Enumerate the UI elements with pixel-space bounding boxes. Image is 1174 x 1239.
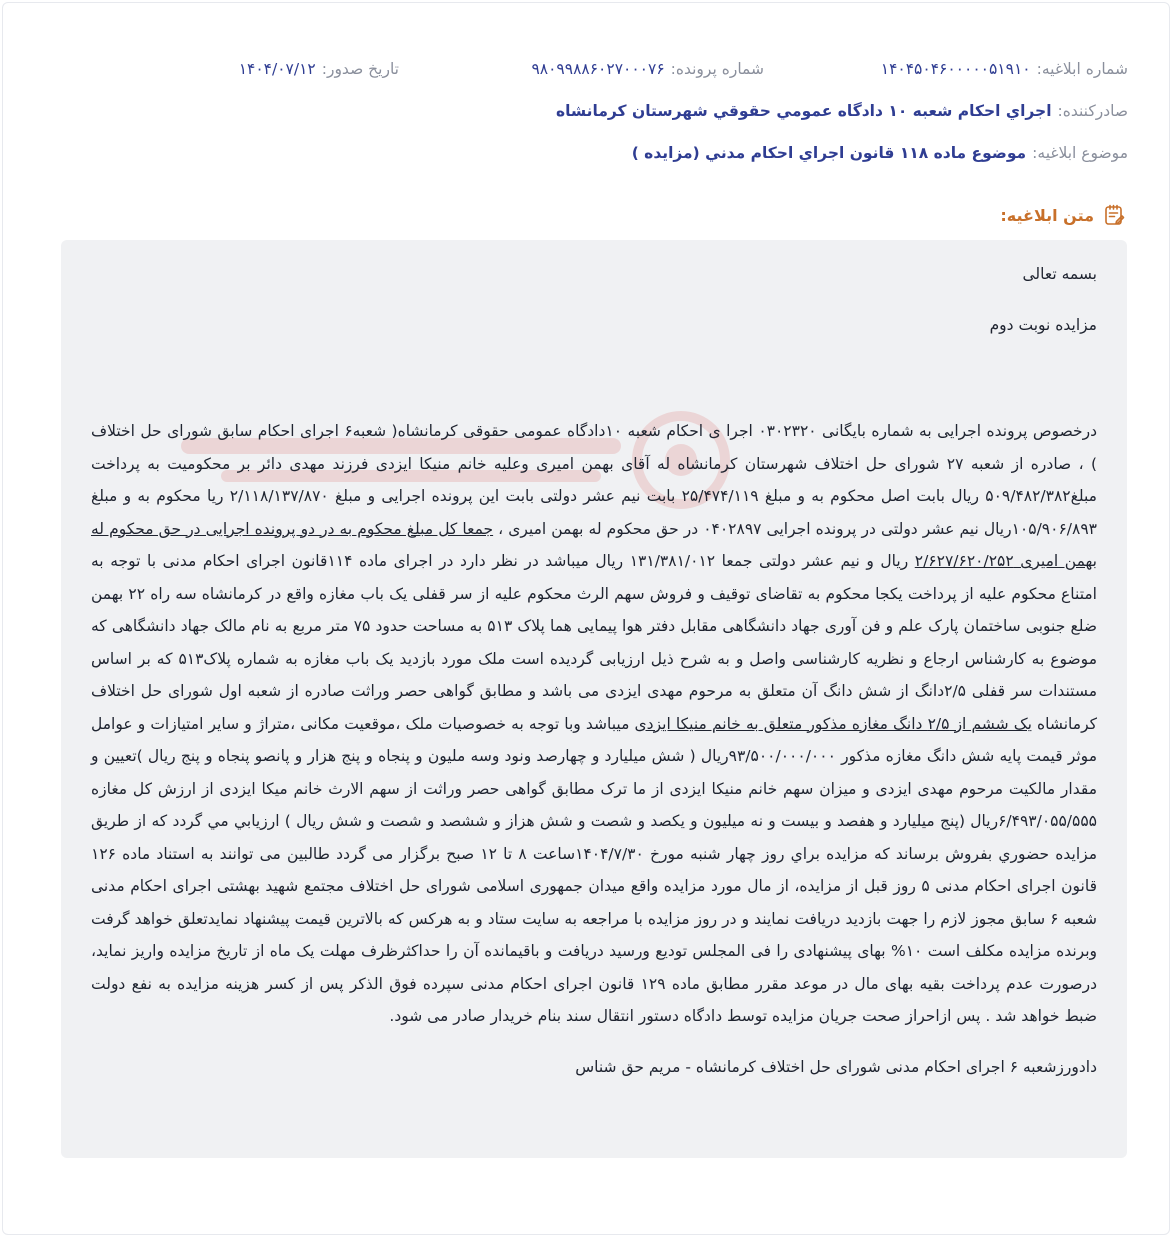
case-number	[531, 54, 764, 84]
notice-number	[881, 54, 1128, 84]
issuer	[556, 96, 1128, 126]
notice-signature: دادورزشعبه ۶ اجرای احکام مدنی شورای حل اختلاف کرمانشاه - مریم حق شناس	[575, 1057, 1097, 1076]
notice-content-box	[61, 240, 1127, 1158]
case-number-value: ۹۸۰۹۹۸۸۶۰۲۷۰۰۰۷۶	[531, 60, 665, 78]
notice-body-part-2: ریال و نیم عشر دولتی جمعا ۱۳۱/۳۸۱/۰۱۲ ریال میباشد در نظر دارد در اجرای ماده ۱۱۴قانون اجرای احکام مدنی با توجه به امتناع محکوم علیه از پرداخت یکجا محکوم به تقاضای توقیف و فروش سهم الرث محکوم علیه از سر قفلی یک باب مغازه واقع در کرمانشاه سه راه ۲۲ بهمن ضلع جنوبی ساختمان پارک علم و فن آوری جهاد دانشگاهی مقابل دفتر هوا پیمایی هما پلاک ۵۱۳ به مساحت حدود ۷۵ متر مربع به نام مالک جهاد دانشگاهی که موضوع به کارشناس ارجاع و نظریه کارشناسی واصل و به شرح ذیل ارزیابی گردیده است ملک مورد بازدید یک باب مغازه به شماره پلاک۵۱۳ که بر اساس مستندات سر قفلی ۲/۵دانگ از شش دانگ آن متعلق به مرحوم مهدی ایزدی می باشد و مطابق گواهی حصر وراثت صادره از شعبه اول شورای حل اختلاف کرمانشاه	[91, 552, 1098, 733]
notepad-icon	[1102, 203, 1126, 227]
issuer-value: اجراي احكام شعبه ۱۰ دادگاه عمومي حقوقي شهرستان كرمانشاه	[555, 102, 1052, 120]
notice-number-value: ۱۴۰۴۵۰۴۶۰۰۰۰۰۵۱۹۱۰	[880, 60, 1031, 78]
meta-row-subject	[46, 138, 1128, 168]
issuer-label: صادرکننده:	[1057, 102, 1128, 120]
meta-row-numbers	[46, 54, 1128, 84]
issue-date-label: تاریخ صدور:	[321, 60, 399, 78]
issue-date-value: ۱۴۰۴/۰۷/۱۲	[238, 60, 316, 78]
notice-title: مزایده نوبت دوم	[989, 315, 1097, 334]
subject	[632, 138, 1128, 168]
notice-number-label: شماره ابلاغیه:	[1036, 60, 1128, 78]
notice-body-underlined-total: جمعا کل مبلغ محکوم به در دو پرونده اجرایی در حق محکوم له بهمن امیری ۲/۶۲۷/۶۲۰/۲۵۲	[91, 519, 1097, 570]
notice-body	[91, 415, 1097, 1033]
issue-date	[239, 54, 399, 84]
case-number-label: شماره پرونده:	[670, 60, 764, 78]
notice-body-part-1: درخصوص پرونده اجرایی به شماره بایگانی ۰۳۰۲۳۲۰ اجرا ی احکام شعبه ۱۰دادگاه عمومی حقوقی کرمانشاه( شعبه۶ اجرای احکام سابق شورای حل اختلاف ) ، صادره از شعبه ۲۷ شورای حل اختلاف شهرستان کرمانشاه له آقای بهمن امیری وعلیه خانم منیکا ایزدی فرزند مهدی دائر بر محکومیت به پرداخت مبلغ۵۰۹/۴۸۲/۳۸۲ ریال بابت اصل محکوم به و مبلغ ۲۵/۴۷۴/۱۱۹ بابت نیم عشر دولتی بابت این پرونده اجرایی و مبلغ ۲/۱۱۸/۱۳۷/۸۷۰ ریا محکوم به و مبلغ ۱۰۵/۹۰۶/۸۹۳ریال نیم عشر دولتی در پرونده اجرایی ۰۴۰۲۸۹۷ در حق محکوم له بهمن امیری ،	[91, 422, 1098, 538]
subject-label: موضوع ابلاغیه:	[1032, 144, 1128, 162]
notice-text-heading	[1000, 200, 1126, 230]
notice-body-part-3: میباشد وبا توجه به خصوصیات ملک ،موقعیت مکانی ،متراژ و سایر امتیازات و عوامل موثر قیمت پایه شش دانگ مغازه مذکور ۹۳/۵۰۰/۰۰۰/۰۰۰ریال ( شش میلیارد و چهارصد ونود وسه ملیون و پنجاه و پنج هزار و پانصو پنجاه و پنج ریال )تعیین و مقدار مالکیت مرحوم مهدی ایزدی و میزان سهم خانم منیکا ایزدی از ما ترک مطابق گواهی حصر وراثت از سهم الارث خانم میکا ایزدی از ارزش کل مغازه ۶/۴۹۳/۰۵۵/۵۵۵ریال (پنج میلیارد و هفصد و بیست و نه میلیون و یکصد و شصت و شش هزاز و ششصد و شصت و شش ریال ) ارزيابي مي گردد كه از طريق مزايده حضوري بفروش برساند كه مزايده براي روز چهار شنبه مورخ ۱۴۰۴/۷/۳۰ساعت ۸ تا ۱۲ صبح برگزار می گردد طالبین می توانند به استناد ماده ۱۲۶ قانون اجرای احکام مدنی ۵ روز قبل از مزایده، از مال مورد مزایده واقع میدان جمهوری اسلامی شورای حل اختلاف مجتمع شهید بهشتی اجرای احکام مدنی شعبه ۶ سابق مجوز لازم را جهت بازدید دریافت نمایند و در روز مزایده با مراجعه به سایت ستاد و به هرکس که بالاترین قیمت پیشنهاد نمایدتعلق خواهد گرفت وبرنده مزایده مکلف است ۱۰% بهای پیشنهادی را فی المجلس تودیع ورسید دریافت و باقیمانده آن را حداکثرظرف مهلت یک ماه از تاریخ مزایده واریز نماید، درصورت عدم پرداخت بقیه بهای مال در موعد مقرر مطابق ماده ۱۲۹ قانون اجرای احکام مدنی سپرده فوق الذکر پس از کسر هزینه مزایده به نفع دولت ضبط خواهد شد . پس ازاحراز صحت جریان مزایده توسط دادگاه دستور انتقال سند بنام خریدار صادر می شود.	[91, 714, 1097, 1025]
notice-greeting: بسمه تعالی	[1022, 265, 1097, 283]
subject-value: موضوع ماده ۱۱۸ قانون اجراي احكام مدني (مزايده )	[631, 144, 1027, 162]
meta-row-issuer	[46, 96, 1128, 126]
notice-text-heading-label: متن ابلاغیه:	[1000, 205, 1094, 225]
notice-body-underlined-share: یک ششم از ۲/۵ دانگ مغازه مذکور متعلق به خانم منیکا ایزدی	[634, 714, 1032, 733]
